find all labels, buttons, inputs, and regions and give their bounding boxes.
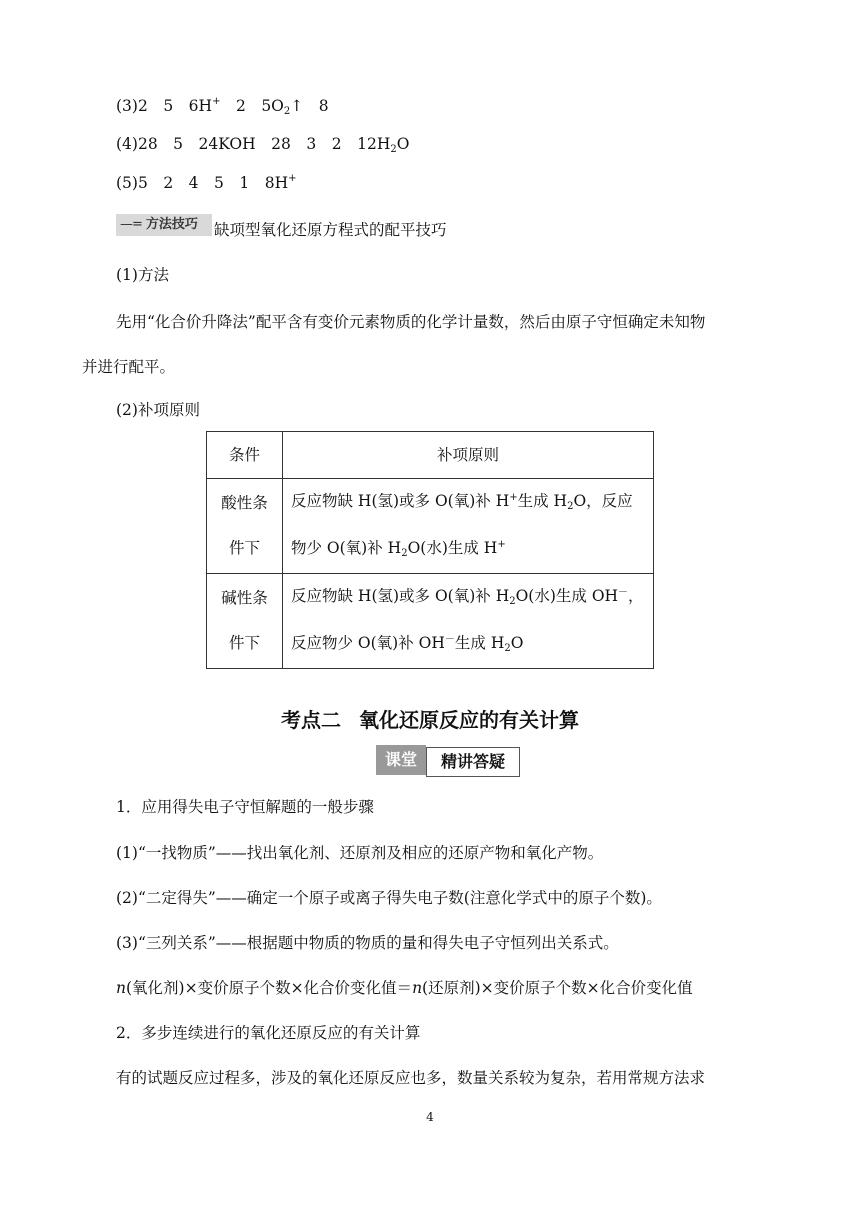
rule-line1 bbox=[291, 479, 653, 526]
answer-4 bbox=[116, 133, 409, 158]
answer-4-tail: O bbox=[396, 135, 410, 153]
method-sub1: (1)方法 bbox=[116, 266, 169, 284]
answer-3-label: (3)2 5 6H bbox=[116, 97, 213, 115]
body-p3: (2)“二定得失”——确定一个原子或离子得失电子数(注意化学式中的原子个数)。 bbox=[116, 889, 662, 907]
answer-5-sup: + bbox=[288, 173, 297, 184]
formula-n2: n bbox=[412, 979, 423, 997]
condition-line1: 碱性条 bbox=[221, 589, 268, 607]
formula-n1: n bbox=[116, 979, 126, 997]
answer-3-sub: 2 bbox=[283, 106, 291, 117]
condition-line1: 酸性条 bbox=[221, 494, 268, 512]
rule-text: O(水)生成 OH bbox=[515, 587, 619, 605]
rule-text: 反应物缺 H(氢)或多 O(氧)补 H bbox=[291, 587, 510, 605]
method-para1-line2: 并进行配平。 bbox=[82, 358, 176, 376]
body-p5: 2．多步连续进行的氧化还原反应的有关计算 bbox=[116, 1024, 421, 1042]
table-cell-rule bbox=[283, 574, 654, 669]
supplement-rules-table bbox=[206, 431, 654, 669]
table-header-condition: 条件 bbox=[207, 432, 283, 479]
table-row bbox=[207, 479, 654, 574]
table-header-rule: 补项原则 bbox=[283, 432, 654, 479]
table-header-row bbox=[207, 432, 654, 479]
answer-3-rest: 2 5O bbox=[220, 97, 284, 115]
body-p1: 1．应用得失电子守恒解题的一般步骤 bbox=[116, 798, 374, 816]
body-p4: (3)“三列关系”——根据题中物质的物质的量和得失电子守恒列出关系式。 bbox=[116, 934, 619, 952]
badge-dash-icon: —= bbox=[120, 217, 142, 232]
answer-3-sup: + bbox=[212, 96, 221, 107]
rule-line1 bbox=[291, 574, 653, 621]
answer-3 bbox=[116, 95, 329, 120]
condition-line2: 件下 bbox=[228, 634, 260, 652]
rule-line2 bbox=[291, 526, 653, 573]
condition-line2: 件下 bbox=[228, 539, 260, 557]
rule-text: O，反应 bbox=[573, 492, 633, 510]
rule-sup: － bbox=[444, 634, 455, 645]
method-sub2: (2)补项原则 bbox=[116, 401, 200, 419]
rule-sup: － bbox=[618, 587, 629, 598]
rule-sub: 2 bbox=[509, 596, 516, 607]
rule-sub: 2 bbox=[567, 501, 574, 512]
section-title bbox=[0, 704, 860, 733]
rule-sub: 2 bbox=[504, 643, 511, 654]
table-cell-condition bbox=[207, 479, 283, 574]
rule-line2 bbox=[291, 621, 653, 668]
table-row bbox=[207, 574, 654, 669]
answer-5 bbox=[116, 172, 297, 194]
lecture-tag-left: 课堂 bbox=[376, 745, 426, 775]
body-p2: (1)“一找物质”——找出氧化剂、还原剂及相应的还原产物和氧化产物。 bbox=[116, 844, 604, 862]
method-badge-label: 方法技巧 bbox=[145, 217, 198, 232]
answer-4-sub: 2 bbox=[390, 144, 397, 155]
answer-5-label: (5)5 2 4 5 1 8H bbox=[116, 174, 289, 192]
section-title-number: 考点二 bbox=[281, 708, 341, 732]
lecture-tag bbox=[376, 745, 520, 777]
page-number: 4 bbox=[426, 1110, 434, 1124]
rule-text: O(水)生成 H bbox=[407, 539, 498, 557]
rule-sub: 2 bbox=[401, 548, 408, 559]
rule-text: 生成 H bbox=[454, 634, 505, 652]
rule-text: O bbox=[510, 634, 524, 652]
body-formula bbox=[116, 977, 693, 999]
rule-text: 反应物少 O(氧)补 OH bbox=[291, 634, 445, 652]
table-cell-condition bbox=[207, 574, 283, 669]
method-para1-line1: 先用“化合价升降法”配平含有变价元素物质的化学计量数，然后由原子守恒确定未知物 bbox=[116, 313, 706, 331]
rule-sup: + bbox=[497, 539, 506, 550]
rule-sup: + bbox=[509, 492, 518, 503]
rule-text: 生成 H bbox=[517, 492, 568, 510]
answer-4-label: (4)28 5 24KOH 28 3 2 12H bbox=[116, 135, 391, 153]
rule-text: ， bbox=[628, 587, 644, 605]
rule-text: 物少 O(氧)补 H bbox=[291, 539, 402, 557]
formula-mid: (氧化剂)×变价原子个数×化合价变化值＝ bbox=[125, 979, 413, 997]
method-badge bbox=[116, 214, 212, 236]
method-heading: 缺项型氧化还原方程式的配平技巧 bbox=[214, 221, 447, 239]
lecture-tag-right: 精讲答疑 bbox=[426, 747, 520, 777]
formula-end: (还原剂)×变价原子个数×化合价变化值 bbox=[422, 979, 693, 997]
rule-text: 反应物缺 H(氢)或多 O(氧)补 H bbox=[291, 492, 510, 510]
body-p6: 有的试题反应过程多，涉及的氧化还原反应也多，数量关系较为复杂，若用常规方法求 bbox=[116, 1069, 706, 1087]
table-cell-rule bbox=[283, 479, 654, 574]
section-title-text: 氧化还原反应的有关计算 bbox=[359, 708, 579, 732]
answer-3-tail: ↑ 8 bbox=[290, 97, 329, 115]
